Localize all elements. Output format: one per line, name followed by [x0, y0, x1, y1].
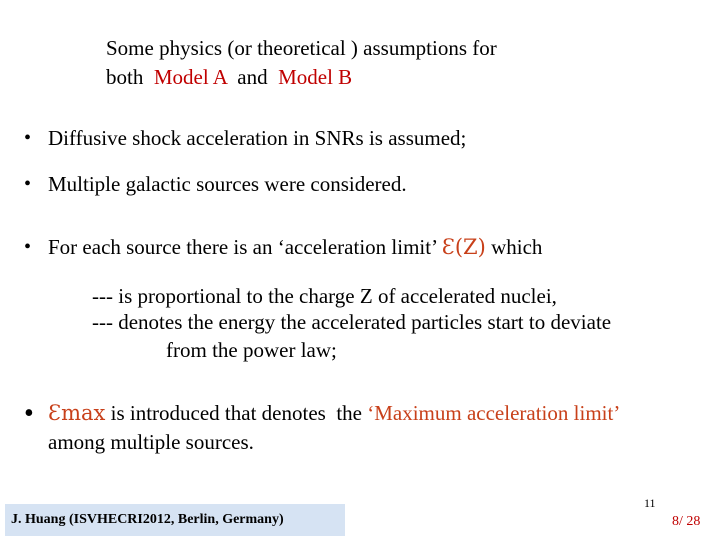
epsilon-max-term: Ɛmax — [48, 401, 106, 425]
sub-point-2: --- denotes the energy the accelerated particles start to deviate — [92, 310, 612, 334]
sub-point-3: from the power law; — [166, 338, 337, 362]
epsilon-z-term: Ɛ(Z) — [441, 235, 486, 259]
bullet-text-4-mid: is introduced that denotes the — [105, 401, 368, 425]
bullet-text-3-suffix: which — [485, 235, 543, 259]
title-line-2-mid: and — [226, 65, 279, 89]
bullet-text-3-prefix: For each source there is an ‘acceleration limit’ — [48, 235, 442, 259]
slide-counter: 8/ 28 — [672, 514, 701, 529]
bullet-item-4 — [24, 398, 620, 430]
bullet-text-2: Multiple galactic sources were considered. — [48, 172, 407, 196]
sub-point-1: --- is proportional to the charge Z of accelerated nuclei, — [92, 284, 557, 308]
bullet-dot-icon: • — [24, 398, 34, 429]
bullet-text-1: Diffusive shock acceleration in SNRs is assumed; — [48, 126, 467, 150]
model-b-label: Model B — [278, 65, 353, 89]
bullet-text-4-line-2: among multiple sources. — [48, 430, 254, 454]
title-line-2 — [106, 63, 497, 92]
bullet-dot-icon: • — [24, 173, 32, 195]
bullet-item-3 — [24, 235, 542, 260]
slide-title — [106, 34, 497, 92]
bullet-item-1 — [24, 126, 466, 151]
bullet-item-2 — [24, 172, 407, 197]
model-a-label: Model A — [153, 65, 227, 89]
title-line-2-prefix: both — [106, 65, 154, 89]
title-line-1: Some physics (or theoretical ) assumptions for — [106, 36, 497, 60]
footer-author-box: J. Huang (ISVHECRI2012, Berlin, Germany) — [5, 504, 345, 536]
bullet-dot-icon: • — [24, 127, 32, 149]
bullet-dot-icon: • — [24, 236, 32, 258]
maximum-acceleration-limit-term: ‘Maximum acceleration limit’ — [367, 401, 621, 425]
page-number: 11 — [644, 496, 656, 510]
